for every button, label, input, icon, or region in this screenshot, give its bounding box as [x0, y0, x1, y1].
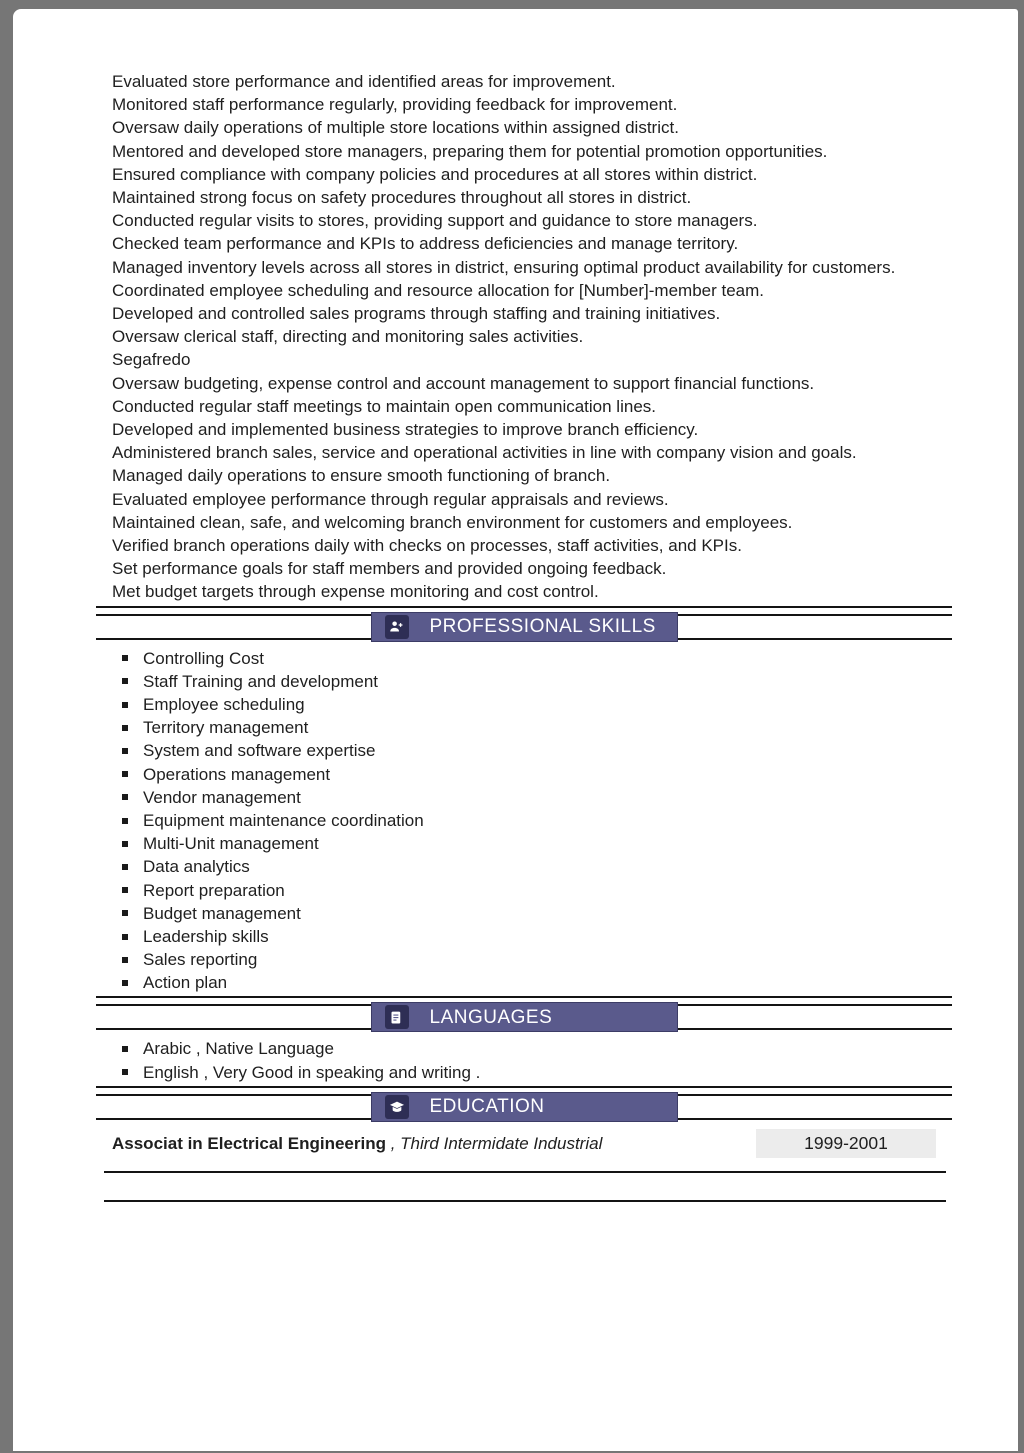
skills-section-header [96, 612, 952, 642]
experience-paragraph: Managed daily operations to ensure smooth functioning of branch. [112, 466, 611, 486]
skill-label: Multi-Unit management [143, 834, 319, 854]
language-icon [385, 1005, 409, 1029]
section-title: PROFESSIONAL SKILLS [429, 616, 656, 638]
experience-paragraph: Administered branch sales, service and operational activities in line with company vision and goals. [112, 443, 857, 463]
skill-label: Controlling Cost [143, 648, 264, 668]
resume-content [13, 9, 1018, 1202]
language-item [112, 1037, 936, 1060]
education-divider [104, 1200, 946, 1202]
skill-item [112, 855, 936, 878]
experience-paragraph: Developed and controlled sales programs through staffing and training initiatives. [112, 304, 721, 324]
skill-item [112, 763, 936, 786]
square-bullet-icon [122, 841, 128, 847]
education-divider [104, 1171, 946, 1173]
header-line-right [678, 1004, 953, 1030]
square-bullet-icon [122, 980, 128, 986]
skill-item [112, 739, 936, 762]
square-bullet-icon [122, 1069, 128, 1075]
section-divider [96, 996, 952, 998]
square-bullet-icon [122, 794, 128, 800]
skill-label: Employee scheduling [143, 695, 305, 715]
header-line-left [96, 1004, 371, 1030]
square-bullet-icon [122, 771, 128, 777]
add-user-icon [385, 615, 409, 639]
square-bullet-icon [122, 934, 128, 940]
section-title: EDUCATION [429, 1096, 545, 1118]
square-bullet-icon [122, 887, 128, 893]
degree-name: Associat in Electrical Engineering [112, 1133, 386, 1153]
section-divider [96, 1086, 952, 1088]
square-bullet-icon [122, 702, 128, 708]
header-line-left [96, 1094, 371, 1120]
graduation-cap-icon [385, 1095, 409, 1119]
experience-paragraph: Verified branch operations daily with checks on processes, staff activities, and KPIs. [112, 536, 742, 556]
square-bullet-icon [122, 678, 128, 684]
skill-item [112, 879, 936, 902]
experience-paragraph: Set performance goals for staff members and provided ongoing feedback. [112, 559, 667, 579]
experience-paragraph: Oversaw daily operations of multiple store locations within assigned district. [112, 118, 679, 138]
resume-page [13, 9, 1018, 1451]
skills-banner [371, 612, 678, 642]
experience-paragraph: Maintained clean, safe, and welcoming branch environment for customers and employees. [112, 512, 793, 532]
experience-paragraph: Checked team performance and KPIs to address deficiencies and manage territory. [112, 234, 739, 254]
education-dates: 1999-2001 [756, 1129, 936, 1158]
skill-item [112, 647, 936, 670]
education-banner [371, 1092, 678, 1122]
experience-paragraph: Developed and implemented business strategies to improve branch efficiency. [112, 420, 699, 440]
languages-banner [371, 1002, 678, 1032]
education-section-header [96, 1092, 952, 1122]
experience-paragraphs [112, 70, 936, 604]
skill-item [112, 925, 936, 948]
languages-list [112, 1037, 936, 1083]
skill-item [112, 786, 936, 809]
language-item [112, 1061, 936, 1084]
experience-paragraph: Ensured compliance with company policies and procedures at all stores within district. [112, 164, 758, 184]
header-line-right [678, 1094, 953, 1120]
experience-paragraph: Met budget targets through expense monitoring and cost control. [112, 582, 599, 602]
square-bullet-icon [122, 748, 128, 754]
header-line-left [96, 614, 371, 640]
skill-item [112, 971, 936, 994]
skill-label: Leadership skills [143, 926, 269, 946]
skill-label: Vendor management [143, 787, 301, 807]
skill-label: Action plan [143, 973, 228, 993]
experience-paragraph: Segafredo [112, 350, 191, 370]
skill-label: Staff Training and development [143, 671, 379, 691]
section-divider [96, 606, 952, 608]
experience-paragraph: Monitored staff performance regularly, providing feedback for improvement. [112, 95, 678, 115]
section-title: LANGUAGES [429, 1006, 553, 1028]
languages-section-header [96, 1002, 952, 1032]
experience-paragraph: Conducted regular staff meetings to maintain open communication lines. [112, 396, 656, 416]
square-bullet-icon [122, 818, 128, 824]
skill-label: Budget management [143, 903, 301, 923]
square-bullet-icon [122, 957, 128, 963]
skill-label: Data analytics [143, 857, 250, 877]
square-bullet-icon [122, 655, 128, 661]
skill-item [112, 693, 936, 716]
skill-label: Sales reporting [143, 950, 258, 970]
experience-paragraph: Coordinated employee scheduling and resource allocation for [Number]-member team. [112, 280, 765, 300]
skill-label: System and software expertise [143, 741, 376, 761]
experience-paragraph: Evaluated store performance and identified areas for improvement. [112, 72, 616, 91]
skill-item [112, 670, 936, 693]
degree-program: , Third Intermidate Industrial [385, 1133, 603, 1153]
square-bullet-icon [122, 864, 128, 870]
skills-list [112, 647, 936, 995]
education-entry [112, 1129, 936, 1158]
experience-paragraph: Evaluated employee performance through regular appraisals and reviews. [112, 489, 669, 509]
experience-paragraph: Conducted regular visits to stores, providing support and guidance to store managers. [112, 211, 758, 231]
skill-item [112, 809, 936, 832]
experience-paragraph: Oversaw budgeting, expense control and account management to support financial functions. [112, 373, 815, 393]
education-degree-line [112, 1132, 602, 1155]
skill-label: Operations management [143, 764, 331, 784]
square-bullet-icon [122, 725, 128, 731]
skill-item [112, 948, 936, 971]
skill-item [112, 902, 936, 925]
experience-paragraph: Maintained strong focus on safety procedures throughout all stores in district. [112, 188, 692, 208]
skill-label: Report preparation [143, 880, 285, 900]
skill-label: Territory management [143, 718, 309, 738]
header-line-right [678, 614, 953, 640]
language-label: Arabic , Native Language [143, 1039, 334, 1059]
square-bullet-icon [122, 910, 128, 916]
experience-paragraph: Oversaw clerical staff, directing and monitoring sales activities. [112, 327, 584, 347]
skill-label: Equipment maintenance coordination [143, 810, 424, 830]
experience-paragraph: Managed inventory levels across all stores in district, ensuring optimal product availability for customers. [112, 257, 896, 277]
square-bullet-icon [122, 1046, 128, 1052]
skill-item [112, 832, 936, 855]
skill-item [112, 716, 936, 739]
experience-paragraph: Mentored and developed store managers, preparing them for potential promotion opportunities. [112, 141, 828, 161]
language-label: English , Very Good in speaking and writing . [143, 1062, 481, 1082]
